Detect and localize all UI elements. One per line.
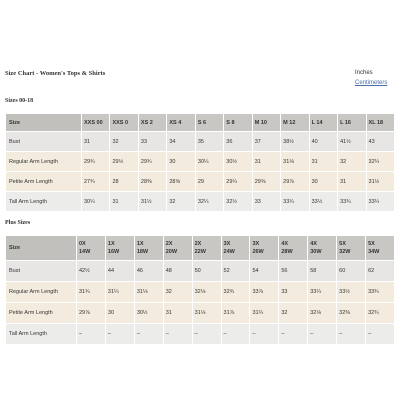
header-label [6, 236, 76, 260]
measurement-cell: 31 [310, 152, 337, 171]
row-label: Tall Arm Length [6, 324, 76, 344]
size-header-cell: XS 4 [167, 114, 194, 131]
measurement-cell: 30 [106, 303, 134, 323]
measurement-cell: 33¼ [367, 192, 394, 211]
measurement-cell: 31 [82, 132, 109, 151]
measurement-cell: 31¾ [77, 282, 105, 302]
measurement-cell: 32¾ [222, 282, 250, 302]
measurement-cell: 50 [193, 261, 221, 281]
size-header-line-2: 20W [165, 249, 178, 255]
measurement-cell: – [366, 324, 394, 344]
measurement-cell: 58 [308, 261, 336, 281]
measurement-cell: 31 [110, 192, 137, 211]
measurement-cell: 32¾ [366, 303, 394, 323]
table-row [6, 261, 394, 281]
size-header-cell [366, 236, 394, 260]
table-row [6, 132, 394, 151]
measurement-cell: 33 [279, 282, 307, 302]
measurement-cell: 32⅛ [308, 303, 336, 323]
measurement-cell: 43 [367, 132, 394, 151]
size-header-line-1: 2X [165, 241, 173, 247]
measurement-cell: – [193, 324, 221, 344]
measurement-cell: 30½ [224, 152, 251, 171]
size-header-cell [279, 236, 307, 260]
measurement-cell: 31⅞ [222, 303, 250, 323]
size-header-line-2: 28W [281, 249, 293, 255]
size-header-line-1: 4X [310, 241, 317, 247]
measurement-cell: 32¼ [196, 192, 223, 211]
measurement-cell: 54 [250, 261, 278, 281]
row-label: Bust [6, 261, 76, 281]
size-header-line-1: 1X [136, 241, 144, 247]
size-header-line-1: 3X [252, 241, 260, 247]
size-header-line-2: 30W [310, 249, 322, 255]
size-header-cell: XXS 00 [82, 114, 109, 131]
table-row [6, 324, 394, 344]
measurement-cell: 33¼ [281, 192, 308, 211]
measurement-cell: 30½ [135, 303, 163, 323]
size-header-cell: M 12 [281, 114, 308, 131]
measurement-cell: 60 [337, 261, 365, 281]
measurement-cell: – [222, 324, 250, 344]
size-header-cell: S 6 [196, 114, 223, 131]
measurement-cell: – [279, 324, 307, 344]
table-row [6, 172, 394, 191]
measurement-cell: 31 [253, 152, 280, 171]
measurement-cell: 46 [135, 261, 163, 281]
measurement-cell: 29½ [110, 152, 137, 171]
measurement-cell: 30¼ [82, 192, 109, 211]
size-header-cell [77, 236, 105, 260]
measurement-cell: 33¼ [308, 282, 336, 302]
size-header-cell [193, 236, 221, 260]
table-row [6, 303, 394, 323]
measurement-cell: 29⅞ [77, 303, 105, 323]
size-header-cell: XXS 0 [110, 114, 137, 131]
measurement-cell: 33⅞ [250, 282, 278, 302]
measurement-cell: 31¼ [250, 303, 278, 323]
size-header-line-2: 32W [339, 249, 351, 255]
row-label: Regular Arm Length [6, 282, 76, 302]
row-label: Petite Arm Length [6, 172, 81, 191]
table-header-row [6, 114, 394, 131]
size-header-line-1: Size [9, 245, 21, 251]
measurement-cell: 31⅛ [281, 152, 308, 171]
measurement-cell: – [164, 324, 192, 344]
measurement-cell: 29⅞ [281, 172, 308, 191]
size-header-cell: XS 2 [139, 114, 166, 131]
measurement-cell: 32 [164, 282, 192, 302]
size-table-regular [5, 113, 395, 212]
measurement-cell: 48 [164, 261, 192, 281]
size-header-line-1: 5X [368, 241, 375, 247]
table-row [6, 192, 394, 211]
measurement-cell: 32 [167, 192, 194, 211]
measurement-cell: 32 [110, 132, 137, 151]
size-header-line-2: 22W [194, 249, 206, 255]
header-label: Size [6, 114, 81, 131]
measurement-cell: 27¾ [82, 172, 109, 191]
measurement-cell: 31½ [139, 192, 166, 211]
size-header-cell [308, 236, 336, 260]
section-title-plus: Plus Sizes [5, 220, 31, 226]
measurement-cell: 28 [110, 172, 137, 191]
row-label: Tall Arm Length [6, 192, 81, 211]
measurement-cell: 29¾ [82, 152, 109, 171]
measurement-cell: 32⅜ [337, 303, 365, 323]
size-header-cell: M 10 [253, 114, 280, 131]
measurement-cell: 32 [279, 303, 307, 323]
size-header-line-1: 3X [223, 241, 231, 247]
measurement-cell: 33½ [310, 192, 337, 211]
measurement-cell: – [250, 324, 278, 344]
measurement-cell: – [308, 324, 336, 344]
measurement-cell: – [106, 324, 134, 344]
measurement-cell: 34 [167, 132, 194, 151]
measurement-cell: 40 [310, 132, 337, 151]
measurement-cell: 31¼ [106, 282, 134, 302]
page-title: Size Chart - Women's Tops & Shirts [5, 70, 106, 77]
row-label: Regular Arm Length [6, 152, 81, 171]
size-header-line-1: 4X [281, 241, 289, 247]
measurement-cell: 29¼ [224, 172, 251, 191]
measurement-cell: 29 [196, 172, 223, 191]
measurement-cell: 28⅝ [167, 172, 194, 191]
table-header-row [6, 236, 394, 260]
size-header-line-1: 5X [339, 241, 346, 247]
measurement-cell: 31 [338, 172, 365, 191]
measurement-cell: 32½ [224, 192, 251, 211]
section-title-sizes: Sizes 00-18 [5, 98, 34, 104]
measurement-cell: 30 [167, 152, 194, 171]
measurement-cell: 30¼ [196, 152, 223, 171]
measurement-cell: 32¼ [367, 152, 394, 171]
measurement-cell: 33¾ [338, 192, 365, 211]
size-header-cell: L 14 [310, 114, 337, 131]
size-header-cell [337, 236, 365, 260]
size-header-cell [135, 236, 163, 260]
size-header-line-2: 14W [79, 249, 91, 255]
measurement-cell: 41½ [338, 132, 365, 151]
size-header-line-2: 24W [223, 249, 235, 255]
measurement-cell: 31 [164, 303, 192, 323]
size-header-line-2: 18W [136, 249, 149, 255]
size-header-cell [106, 236, 134, 260]
row-label: Bust [6, 132, 81, 151]
table-row [6, 152, 394, 171]
measurement-cell: 56 [279, 261, 307, 281]
table-row [6, 282, 394, 302]
measurement-cell: 44 [106, 261, 134, 281]
measurement-cell: 35 [196, 132, 223, 151]
size-header-line-2: 16W [107, 249, 120, 255]
size-header-line-1: 1X [107, 241, 115, 247]
measurement-cell: 31⅛ [193, 303, 221, 323]
size-header-cell [250, 236, 278, 260]
size-header-cell [164, 236, 192, 260]
measurement-cell: 33 [139, 132, 166, 151]
measurement-cell: 30 [310, 172, 337, 191]
size-header-cell: L 16 [338, 114, 365, 131]
measurement-cell: – [77, 324, 105, 344]
measurement-cell: 38½ [281, 132, 308, 151]
measurement-cell: 37 [253, 132, 280, 151]
unit-selector [355, 68, 387, 88]
size-header-line-2: 26W [252, 249, 264, 255]
measurement-cell: 28⅜ [139, 172, 166, 191]
measurement-cell: 33¾ [366, 282, 394, 302]
measurement-cell: 33½ [337, 282, 365, 302]
measurement-cell: 29⅝ [253, 172, 280, 191]
measurement-cell: 52 [222, 261, 250, 281]
measurement-cell: – [135, 324, 163, 344]
size-header-cell: S 8 [224, 114, 251, 131]
size-header-cell [222, 236, 250, 260]
size-header-line-2: 34W [368, 249, 380, 255]
measurement-cell: 31½ [367, 172, 394, 191]
measurement-cell: 29¾ [139, 152, 166, 171]
measurement-cell: 32 [338, 152, 365, 171]
measurement-cell: 33 [253, 192, 280, 211]
measurement-cell: 31⅛ [135, 282, 163, 302]
size-header-line-1: 2X [194, 241, 202, 247]
measurement-cell: 36 [224, 132, 251, 151]
size-header-line-1: 0X [79, 241, 86, 247]
measurement-cell: – [337, 324, 365, 344]
unit-inches-label: Inches [355, 70, 373, 76]
measurement-cell: 32⅛ [193, 282, 221, 302]
size-table-plus [5, 235, 395, 345]
measurement-cell: 42½ [77, 261, 105, 281]
row-label: Petite Arm Length [6, 303, 76, 323]
measurement-cell: 62 [366, 261, 394, 281]
unit-centimeters-link[interactable]: Centimeters [355, 80, 388, 86]
size-header-cell: XL 18 [367, 114, 394, 131]
